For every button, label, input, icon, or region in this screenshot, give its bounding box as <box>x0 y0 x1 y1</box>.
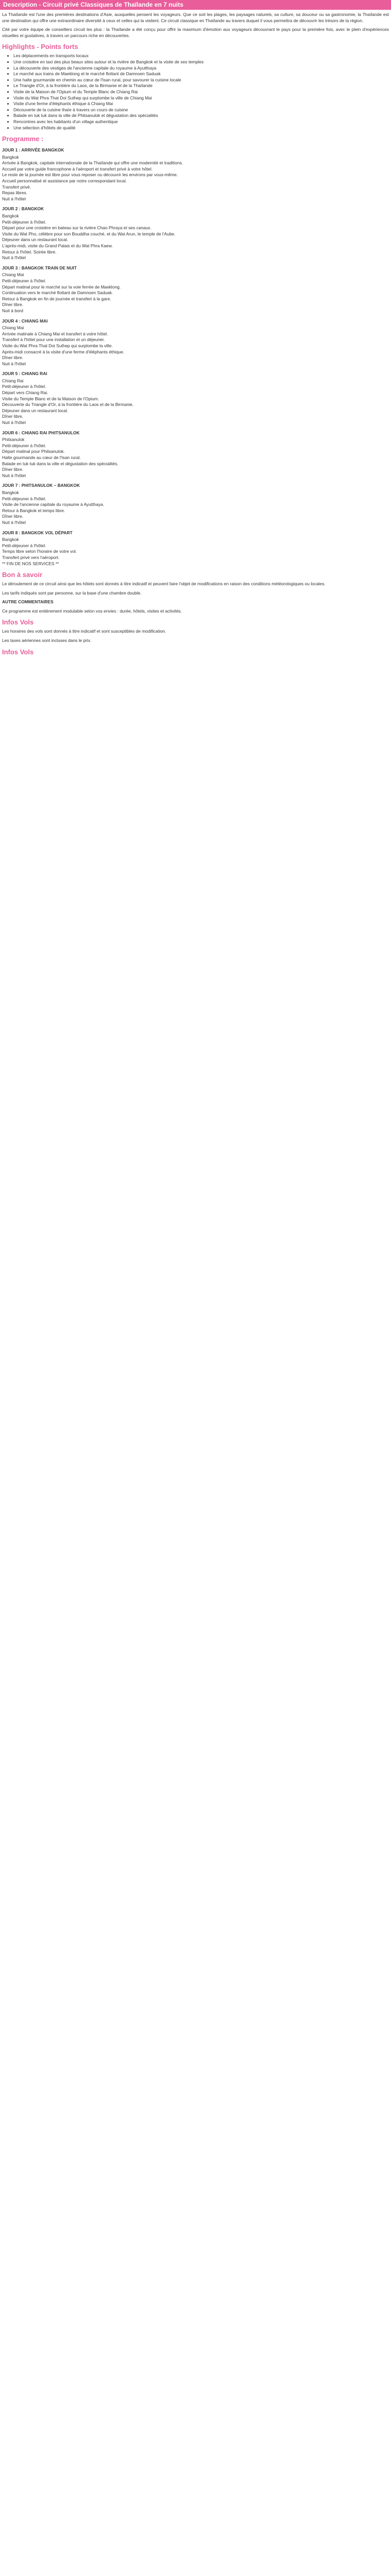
info-section <box>0 581 391 614</box>
programme-day <box>2 483 389 526</box>
day-line: Après-midi consacré à la visite d'une ferme d'éléphants éthique. <box>2 349 124 354</box>
day-line: Nuit à l'hôtel <box>2 519 26 525</box>
footer-paragraph: Les taxes aériennes sont incluses dans le prix. <box>2 638 92 643</box>
day-title: JOUR 2 : BANGKOK <box>2 206 44 212</box>
day-line: Dîner libre. <box>2 414 23 419</box>
day-line: Petit-déjeuner à l'hôtel. <box>2 278 46 283</box>
day-line: Visite de l'ancienne capitale du royaume à Ayutthaya. <box>2 502 104 507</box>
intro-paragraph-1: La Thaïlande est l'une des premières destinations d'Asie, auxquelles pensent les voyageurs. Que ce soit les plages, les paysages naturels, sa culture, sa douceur ou sa gastronomie, la Thaïlande est une destination qui offre une extraordinaire diversité à ceux et celles qui la visitent. Ce circuit classique en Thaïlande au travers duquel il vous permettra de découvrir les trésors de la région. <box>2 12 389 23</box>
page <box>0 0 391 664</box>
highlight-item: • Balade en tuk tuk dans la ville de Phitsanulok et dégustation des spécialités <box>13 113 389 119</box>
day-title: JOUR 5 : CHIANG RAI <box>2 371 47 377</box>
day-line: Petit-déjeuner à l'hôtel. <box>2 443 46 448</box>
day-line: Déjeuner dans un restaurant local. <box>2 237 69 243</box>
day-line: Déjeuner dans un restaurant local. <box>2 408 69 413</box>
day-line: Dîner libre. <box>2 467 23 472</box>
day-line: Dîner libre. <box>2 355 23 361</box>
day-line: Bangkok <box>2 154 19 160</box>
highlight-item: • Le Triangle d'Or, à la frontière du Laos, de la Birmanie et de la Thaïlande <box>13 83 389 89</box>
programme-day <box>2 265 389 314</box>
day-line: Nuit à l'hôtel <box>2 420 26 426</box>
footer-section <box>0 629 391 643</box>
day-line: Retour à Bangkok en fin de journée et transfert à la gare. <box>2 296 111 301</box>
highlights-title: Highlights - Points forts <box>2 43 78 51</box>
day-line: Départ matinal pour le marché sur la voie ferrée de Maeklong. <box>2 284 121 290</box>
day-line: Dîner libre. <box>2 302 23 308</box>
day-line: Transfert privé vers l'aéroport. <box>2 554 60 560</box>
day-line: Petit-déjeuner à l'hôtel. <box>2 543 46 548</box>
programme-days <box>0 147 391 567</box>
programme-day <box>2 318 389 367</box>
highlight-item: • La découverte des vestiges de l'ancienne capitale du royaume à Ayutthaya <box>13 65 389 72</box>
day-line: Retour à Bangkok et temps libre. <box>2 507 65 513</box>
day-line: Départ matinal pour Phitsanulok. <box>2 449 65 454</box>
day-line: Le reste de la journée est libre pour vous reposer ou découvrir les environs par vous-même. <box>2 172 178 178</box>
info-title: Bon à savoir <box>2 571 43 579</box>
day-line: Bangkok <box>2 213 19 219</box>
highlight-item: • Le marché aux trains de Maeklong et le marché flottant de Damnoen Saduak <box>13 71 389 77</box>
day-line: Accueil par votre guide francophone à l'aéroport et transfert privé à votre hôtel. <box>2 166 153 172</box>
day-line: Départ pour une croisière en bateau sur la rivière Chao Phraya et ses canaux. <box>2 225 152 231</box>
intro-section <box>0 12 391 39</box>
highlight-item: • Une croisière en taxi des plus beaux sites autour et la rivière de Bangkok et la visite de ses temples <box>13 59 389 65</box>
day-title: JOUR 4 : CHIANG MAI <box>2 318 48 324</box>
programme-day <box>2 147 389 202</box>
day-title: JOUR 1 : ARRIVÉE BANGKOK <box>2 147 64 153</box>
day-line: Petit-déjeuner à l'hôtel. <box>2 384 46 389</box>
day-line: Visite du Wat Phra That Doi Suthep qui surplombe la ville. <box>2 343 113 348</box>
day-line: Petit-déjeuner à l'hôtel. <box>2 496 46 501</box>
day-line: Chiang Rai <box>2 378 24 383</box>
highlight-item: • Visite d'une ferme d'éléphants éthique à Chiang Mai <box>13 101 389 107</box>
day-line: Nuit à l'hôtel <box>2 196 26 201</box>
day-line: Petit-déjeuner à l'hôtel. <box>2 219 46 225</box>
day-line: Transfert à l'hôtel pour une installation et un déjeuner. <box>2 337 105 343</box>
programme-day <box>2 430 389 479</box>
programme-day <box>2 530 389 567</box>
footer-title: Infos Vols <box>2 648 34 656</box>
info-paragraph: AUTRE COMMENTAIRES <box>2 599 54 605</box>
day-line: Nuit à l'hôtel <box>2 472 26 478</box>
highlights-section <box>0 53 391 131</box>
intro-paragraph-2: Cité par votre équipe de conseillers circuit les plus : la Thaïlande a été conçu pour offrir la maximum d'émotion aux voyageurs découvrant le pays pour la première fois, avec le plein d'expériences visuelles et gustatives, à travers un parcours riche en découvertes. <box>2 27 389 38</box>
day-line: Phitsanulok <box>2 437 25 443</box>
highlight-item: • Une halte gourmande en chemin au cœur de l'Isan rural, pour savourer la cuisine locale <box>13 77 389 83</box>
day-line: Bangkok <box>2 489 19 495</box>
footer-section-title: Infos Vols <box>2 618 34 626</box>
day-line: Arrivée matinale à Chiang Mai et transfert à votre hôtel. <box>2 331 108 336</box>
description-header: Description - Circuit privé Classiques de Thaïlande en 7 nuits <box>0 0 391 10</box>
day-line: Chiang Mai <box>2 325 24 331</box>
highlight-item: • Découverte de la cuisine thaïe à travers un cours de cuisine <box>13 107 389 113</box>
day-line: Bangkok <box>2 537 19 543</box>
day-line: Halte gourmande au cœur de l'Isan rural. <box>2 455 81 460</box>
day-line: Nuit à l'hôtel <box>2 255 26 261</box>
day-title: JOUR 7 : PHITSANULOK – BANGKOK <box>2 483 80 488</box>
info-paragraph: Ce programme est entièrement modulable selon vos envies : durée, hôtels, visites et activités. <box>2 608 182 614</box>
day-line: Découverte du Triangle d'Or, à la frontière du Laos et de la Birmanie. <box>2 402 134 408</box>
programme-title: Programme : <box>2 135 44 143</box>
info-paragraph: Le déroulement de ce circuit ainsi que les hôtels sont donnés à titre indicatif et peuvent faire l'objet de modifications en raison des conditions météorologiques ou locales. <box>2 581 325 587</box>
highlight-item: • Visite de la Maison de l'Opium et du Temple Blanc de Chiang Rai <box>13 89 389 95</box>
day-line: Visite du Wat Pho, célèbre pour son Bouddha couché, et du Wat Arun, le temple de l'Aube. <box>2 231 176 236</box>
day-title: JOUR 8 : BANGKOK VOL DÉPART <box>2 530 73 535</box>
info-paragraph: Les tarifs indiqués sont par personne, sur la base d'une chambre double. <box>2 590 142 596</box>
day-line: Continuation vers le marché flottant de Damnoen Saduak. <box>2 290 113 296</box>
day-title: JOUR 3 : BANGKOK TRAIN DE NUIT <box>2 265 77 270</box>
day-line: Accueil personnalisé et assistance par notre correspondant local. <box>2 178 127 184</box>
programme-day <box>2 371 389 426</box>
day-line: L'après-midi, visite du Grand Palais et du Wat Phra Kaew. <box>2 243 113 248</box>
day-line: Nuit à bord <box>2 308 23 313</box>
highlight-item: • Les déplacements en transports locaux <box>13 53 389 59</box>
day-line: ** FIN DE NOS SERVICES ** <box>2 561 59 566</box>
highlights-list <box>2 53 389 131</box>
day-line: Départ vers Chiang Rai. <box>2 390 48 396</box>
day-line: Repas libres. <box>2 190 27 196</box>
day-line: Retour à l'hôtel. Soirée libre. <box>2 249 57 255</box>
day-line: Balade en tuk tuk dans la ville et dégustation des spécialités. <box>2 461 119 466</box>
programme-day <box>2 206 389 261</box>
day-line: Chiang Mai <box>2 272 24 278</box>
day-line: Arrivée à Bangkok, capitale internationale de la Thaïlande qui offre une modernité et traditions. <box>2 160 183 166</box>
day-line: Visite du Temple Blanc et de la Maison de l'Opium. <box>2 396 99 401</box>
highlight-item: • Rencontres avec les habitants d'un village authentique <box>13 119 389 125</box>
day-line: Dîner libre. <box>2 514 23 519</box>
highlight-item: • Visite du Wat Phra That Doi Suthep qui surplombe la ville de Chiang Mai <box>13 95 389 101</box>
day-line: Temps libre selon l'horaire de votre vol. <box>2 549 77 554</box>
highlight-item: • Une sélection d'hôtels de qualité <box>13 125 389 131</box>
day-line: Nuit à l'hôtel <box>2 361 26 366</box>
day-title: JOUR 6 : CHIANG RAI PHITSANULOK <box>2 430 80 435</box>
day-line: Transfert privé. <box>2 184 31 190</box>
footer-paragraph: Les horaires des vols sont donnés à titre indicatif et sont susceptibles de modification. <box>2 629 166 634</box>
